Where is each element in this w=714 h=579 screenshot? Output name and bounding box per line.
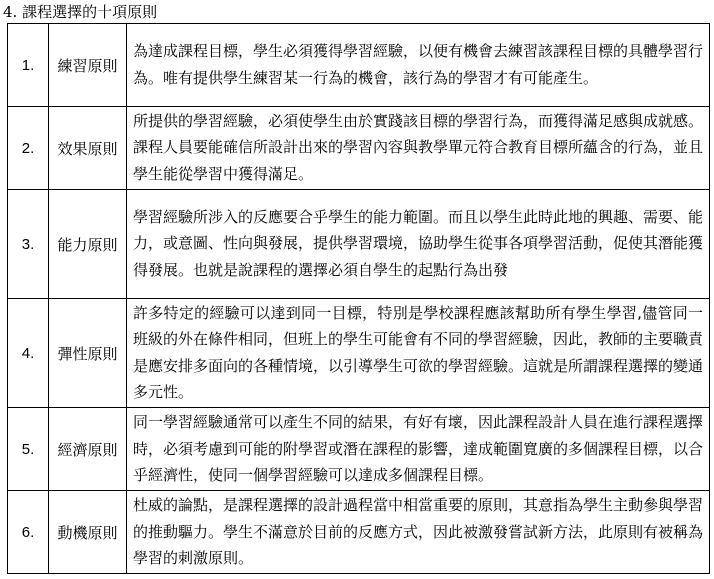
- principle-name: 彈性原則: [49, 299, 127, 408]
- principle-number: 3.: [8, 190, 49, 299]
- principle-name: 效果原則: [49, 107, 127, 190]
- table-row: [8, 107, 710, 190]
- table-row: [8, 408, 710, 491]
- section-heading: 4. 課程選擇的十項原則: [3, 3, 158, 21]
- principle-number: 4.: [8, 299, 49, 408]
- principles-table: [7, 23, 710, 574]
- principle-name: 能力原則: [49, 190, 127, 299]
- table-row: [8, 299, 710, 408]
- table-row: [8, 190, 710, 299]
- principle-name: 動機原則: [49, 491, 127, 574]
- principle-description: 許多特定的經驗可以達到同一目標，特別是學校課程應該幫助所有學生學習,儘管同一班級的外在條件相同，但班上的學生可能會有不同的學習經驗，因此，教師的主要職責是應安排多面向的各種情境，以引導學生可欲的學習經驗。這就是所謂課程選擇的變通多元性。: [127, 299, 710, 408]
- table-row: [8, 491, 710, 574]
- principle-description: 杜威的論點，是課程選擇的設計過程當中相當重要的原則，其意指為學生主動參與學習的推動驅力。學生不滿意於目前的反應方式，因此被激發嘗試新方法，此原則有被稱為學習的刺激原則。: [127, 491, 710, 574]
- table-row: [8, 24, 710, 107]
- principle-description: 同一學習經驗通常可以產生不同的結果，有好有壞，因此課程設計人員在進行課程選擇時，必須考慮到可能的附學習或潛在課程的影響，達成範圍寬廣的多個課程目標，以合乎經濟性，使同一個學習經驗可以達成多個課程目標。: [127, 408, 710, 491]
- principle-description: 為達成課程目標，學生必須獲得學習經驗，以便有機會去練習該課程目標的具體學習行為。唯有提供學生練習某一行為的機會，該行為的學習才有可能產生。: [127, 24, 710, 107]
- principle-description: 所提供的學習經驗，必須使學生由於實踐該目標的學習行為，而獲得滿足感與成就感。課程人員要能確信所設計出來的學習內容與教學單元符合教育目標所蘊含的行為，並且學生能從學習中獲得滿足。: [127, 107, 710, 190]
- principle-number: 2.: [8, 107, 49, 190]
- principle-description: 學習經驗所涉入的反應要合乎學生的能力範圍。而且以學生此時此地的興趣、需要、能力，或意圖、性向與發展，提供學習環境，協助學生從事各項學習活動，促使其潛能獲得發展。也就是說課程的選擇必須自學生的起點行為出發: [127, 190, 710, 299]
- principle-name: 練習原則: [49, 24, 127, 107]
- principle-number: 6.: [8, 491, 49, 574]
- principle-number: 1.: [8, 24, 49, 107]
- principle-name: 經濟原則: [49, 408, 127, 491]
- principle-number: 5.: [8, 408, 49, 491]
